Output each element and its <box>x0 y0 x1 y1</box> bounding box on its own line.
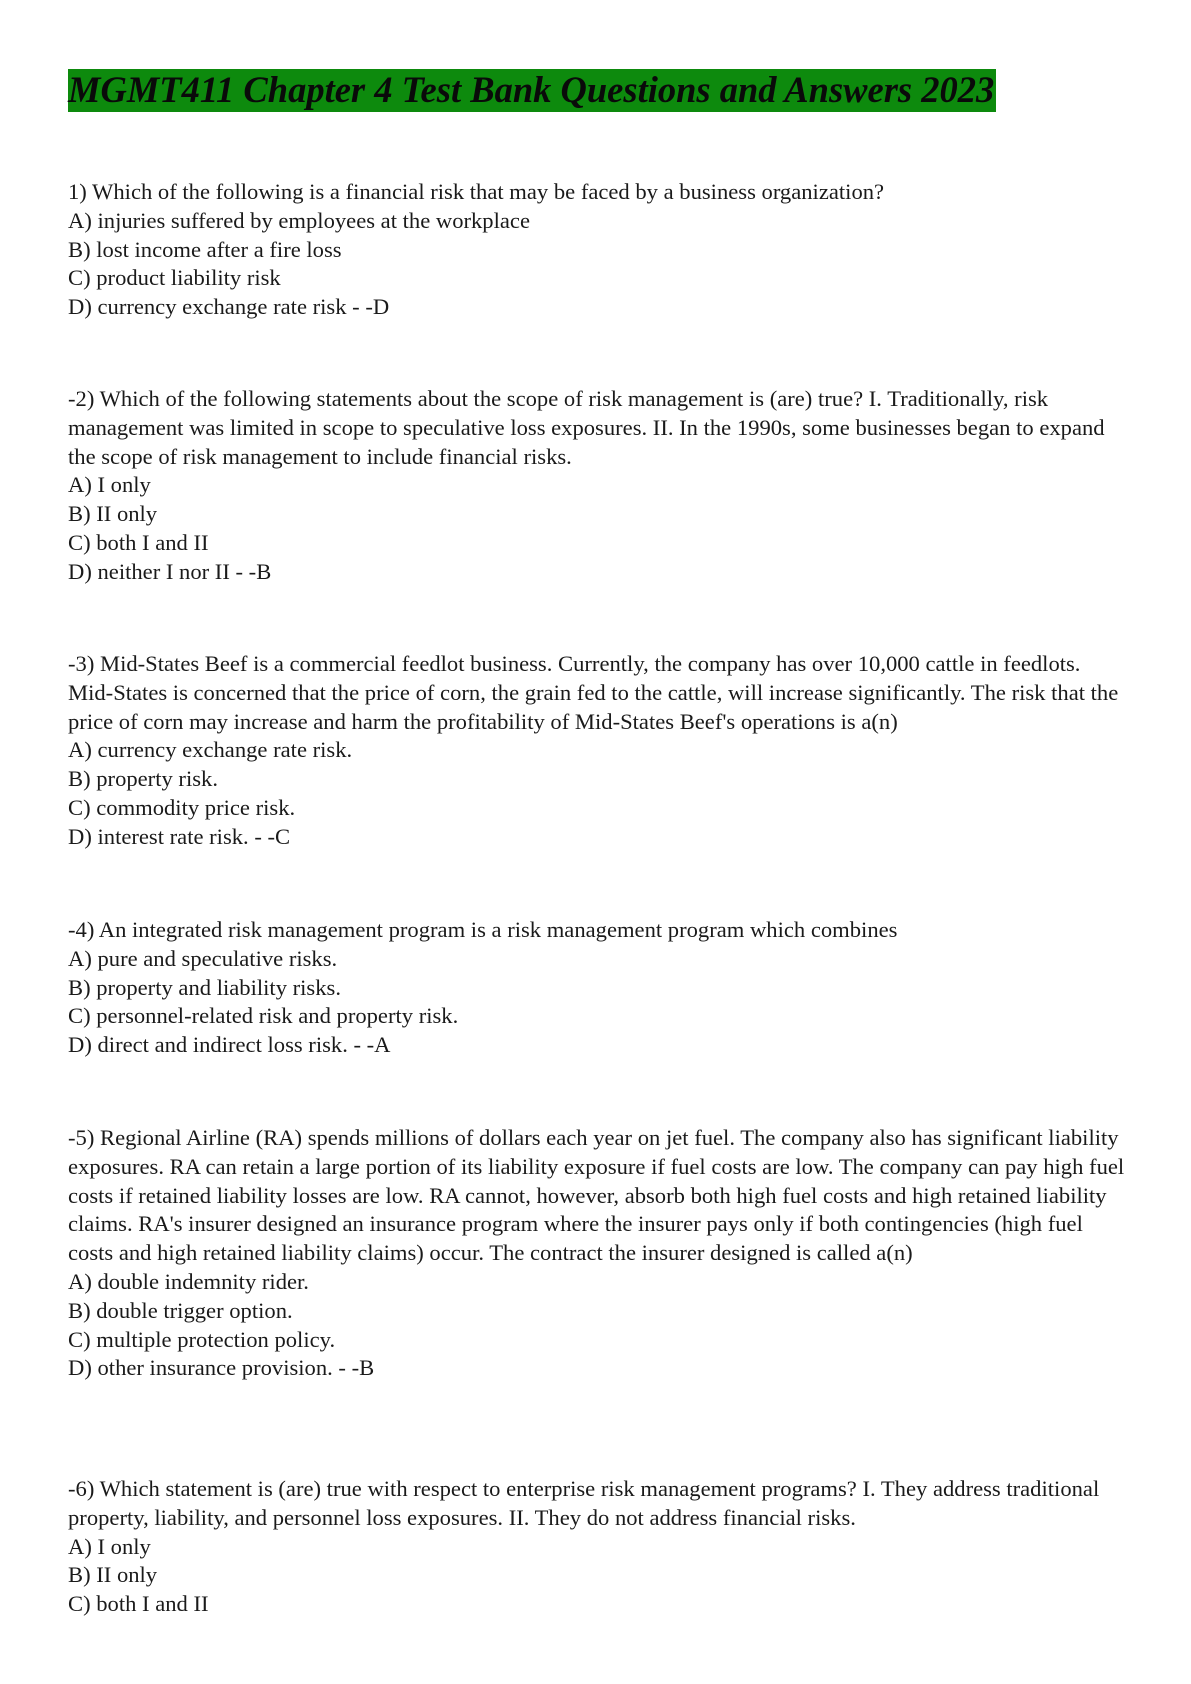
document-title <box>68 70 996 110</box>
question-2-option-a: A) I only <box>68 472 151 498</box>
question-4-option-b: B) property and liability risks. <box>68 974 341 1000</box>
question-5-option-c: C) multiple protection policy. <box>68 1326 336 1352</box>
question-4-option-c: C) personnel-related risk and property risk. <box>68 1003 459 1029</box>
question-2-option-b: B) II only <box>68 501 158 527</box>
question-4 <box>68 916 1130 1060</box>
question-3 <box>68 650 1130 852</box>
question-6-stem: -6) Which statement is (are) true with respect to enterprise risk management programs? I. They address traditional property, liability, and personnel loss exposures. II. They do not address financial risks. <box>68 1476 1100 1530</box>
question-1-option-d: D) currency exchange rate risk - -D <box>68 294 390 320</box>
question-1-option-a: A) injuries suffered by employees at the workplace <box>68 207 530 233</box>
document-title-text: MGMT411 Chapter 4 Test Bank Questions and Answers 2023 <box>68 69 995 110</box>
question-1-stem: 1) Which of the following is a financial risk that may be faced by a business organization? <box>68 179 885 204</box>
question-1 <box>68 178 1130 322</box>
question-6-option-b: B) II only <box>68 1562 158 1588</box>
question-5-option-d: D) other insurance provision. - -B <box>68 1355 375 1381</box>
question-6-option-c: C) both I and II <box>68 1591 209 1617</box>
question-2 <box>68 385 1130 587</box>
question-3-option-d: D) interest rate risk. - -C <box>68 823 291 849</box>
question-5 <box>68 1124 1130 1383</box>
question-3-option-a: A) currency exchange rate risk. <box>68 737 353 763</box>
question-2-option-c: C) both I and II <box>68 529 209 555</box>
question-2-stem: -2) Which of the following statements about the scope of risk management is (are) true? I. Traditionally, risk management was limited in scope to speculative loss exposures. II. In the 1990s, some businesses began to expand the scope of risk management to include financial risks. <box>68 386 1105 469</box>
question-2-option-d: D) neither I nor II - -B <box>68 558 272 584</box>
question-1-option-b: B) lost income after a fire loss <box>68 236 342 262</box>
question-5-option-a: A) double indemnity rider. <box>68 1268 309 1294</box>
question-5-stem: -5) Regional Airline (RA) spends millions of dollars each year on jet fuel. The company also has significant liability exposures. RA can retain a large portion of its liability exposure if fuel costs are low. The company can pay high fuel costs if retained liability losses are low. RA cannot, however, absorb both high fuel costs and high retained liability claims. RA's insurer designed an insurance program where the insurer pays only if both contingencies (high fuel costs and high retained liability claims) occur. The contract the insurer designed is called a(n) <box>68 1125 1125 1266</box>
question-6 <box>68 1475 1130 1619</box>
question-5-option-b: B) double trigger option. <box>68 1297 293 1323</box>
question-6-option-a: A) I only <box>68 1533 151 1559</box>
question-3-stem: -3) Mid-States Beef is a commercial feedlot business. Currently, the company has over 10,000 cattle in feedlots. Mid-States is concerned that the price of corn, the grain fed to the cattle, will increase significantly. The risk that the price of corn may increase and harm the profitability of Mid-States Beef's operations is a(n) <box>68 651 1119 734</box>
question-1-option-c: C) product liability risk <box>68 265 281 291</box>
question-3-option-b: B) property risk. <box>68 766 218 792</box>
question-4-option-a: A) pure and speculative risks. <box>68 945 338 971</box>
question-4-stem: -4) An integrated risk management program is a risk management program which combines <box>68 917 898 942</box>
question-3-option-c: C) commodity price risk. <box>68 794 296 820</box>
question-4-option-d: D) direct and indirect loss risk. - -A <box>68 1032 391 1058</box>
